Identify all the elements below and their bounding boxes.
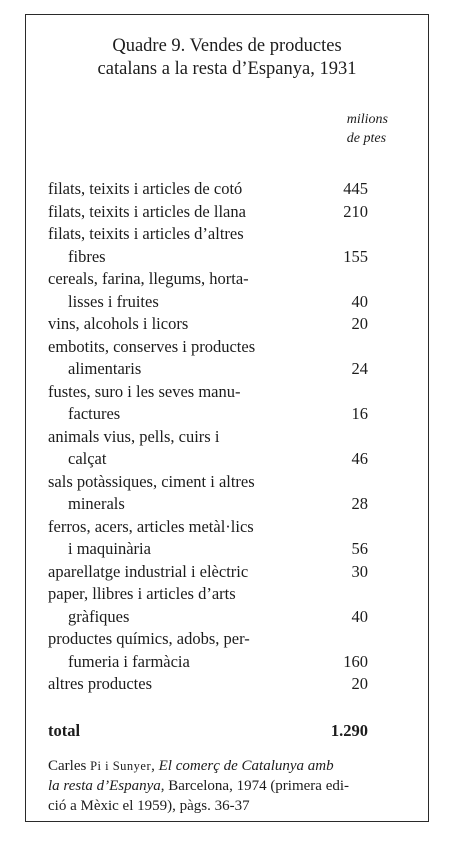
table-frame (25, 14, 429, 822)
table-row (48, 561, 406, 584)
row-label-line: cereals, farina, llegums, horta- (48, 269, 249, 288)
row-value: 20 (351, 314, 368, 333)
row-value: 160 (343, 651, 368, 671)
source-work-part-1: El comerç de Catalunya amb (158, 758, 334, 774)
row-label-line: lisses i fruites (68, 291, 159, 311)
source-rest-line-2: , Barcelona, 1974 (primera edi- (160, 778, 350, 794)
total-row (48, 720, 406, 742)
row-value: 30 (351, 561, 368, 581)
row-value: 16 (351, 404, 368, 423)
unit-header (347, 110, 388, 148)
row-label-line: minerals (68, 494, 125, 513)
row-value: 46 (351, 449, 368, 468)
source-comma: , (151, 758, 159, 774)
sales-rows (48, 178, 406, 696)
source-citation (48, 756, 406, 816)
source-author-first: Carles (48, 758, 91, 774)
table-row (48, 516, 406, 561)
row-label-line: altres productes (48, 674, 153, 693)
row-label-line: filats, teixits i articles de cotó (48, 179, 243, 198)
row-value: 210 (343, 201, 368, 221)
row-value: 40 (351, 606, 368, 626)
table-row (48, 223, 406, 268)
row-label-line: calçat (68, 449, 107, 468)
row-label-line: fumeria i farmàcia (68, 651, 190, 671)
row-value: 24 (351, 359, 368, 378)
source-line-3: ció a Mèxic el 1959), pàgs. 36-37 (48, 798, 250, 814)
row-label-line: productes químics, adobs, per- (48, 629, 250, 648)
title-line-2: catalans a la resta d’Espanya, 1931 (97, 59, 357, 79)
source-author-last: Pi i Sunyer (90, 759, 152, 773)
table-row (48, 381, 406, 426)
total-value: 1.290 (330, 721, 368, 740)
row-value: 155 (343, 246, 368, 266)
title-line-1: Quadre 9. Vendes de productes (112, 36, 342, 56)
row-label-line: i maquinària (68, 539, 151, 558)
row-value: 28 (351, 494, 368, 513)
unit-line-2: de ptes (346, 131, 387, 146)
table-row (48, 426, 406, 471)
table-row (48, 628, 406, 673)
source-line-2 (48, 776, 406, 796)
row-label-line: filats, teixits i articles d’altres (48, 224, 244, 243)
table-row (48, 268, 406, 313)
row-label-line: embotits, conserves i productes (48, 336, 256, 356)
row-label-line: fustes, suro i les seves manu- (48, 381, 241, 401)
source-line-1 (48, 756, 406, 776)
row-label-line: animals vius, pells, cuirs i (48, 426, 220, 446)
row-label-line: ferros, acers, articles metàl·lics (48, 516, 254, 536)
table-row (48, 201, 406, 224)
table-row (48, 313, 406, 336)
row-label-line: vins, alcohols i licors (48, 314, 189, 333)
row-value: 20 (351, 674, 368, 693)
source-work-part-2: la resta d’Espanya (48, 778, 161, 794)
table-title (26, 35, 428, 81)
total-label: total (48, 721, 81, 740)
table-row (48, 471, 406, 516)
table-row (48, 673, 406, 696)
row-label-line: alimentaris (68, 359, 142, 378)
table-row (48, 178, 406, 201)
row-label-line: sals potàssiques, ciment i altres (48, 471, 255, 491)
row-label-line: filats, teixits i articles de llana (48, 201, 246, 221)
row-label-line: aparellatge industrial i elèctric (48, 561, 249, 581)
row-label-line: fibres (68, 246, 106, 266)
unit-line-1: milions (346, 112, 388, 127)
row-label-line: gràfiques (68, 606, 130, 626)
row-label-line: paper, llibres i articles d’arts (48, 584, 236, 603)
table-row (48, 336, 406, 381)
row-value: 40 (351, 291, 368, 311)
row-value: 56 (351, 539, 368, 558)
row-label-line: factures (68, 404, 121, 423)
table-row (48, 583, 406, 628)
row-value: 445 (343, 179, 368, 198)
